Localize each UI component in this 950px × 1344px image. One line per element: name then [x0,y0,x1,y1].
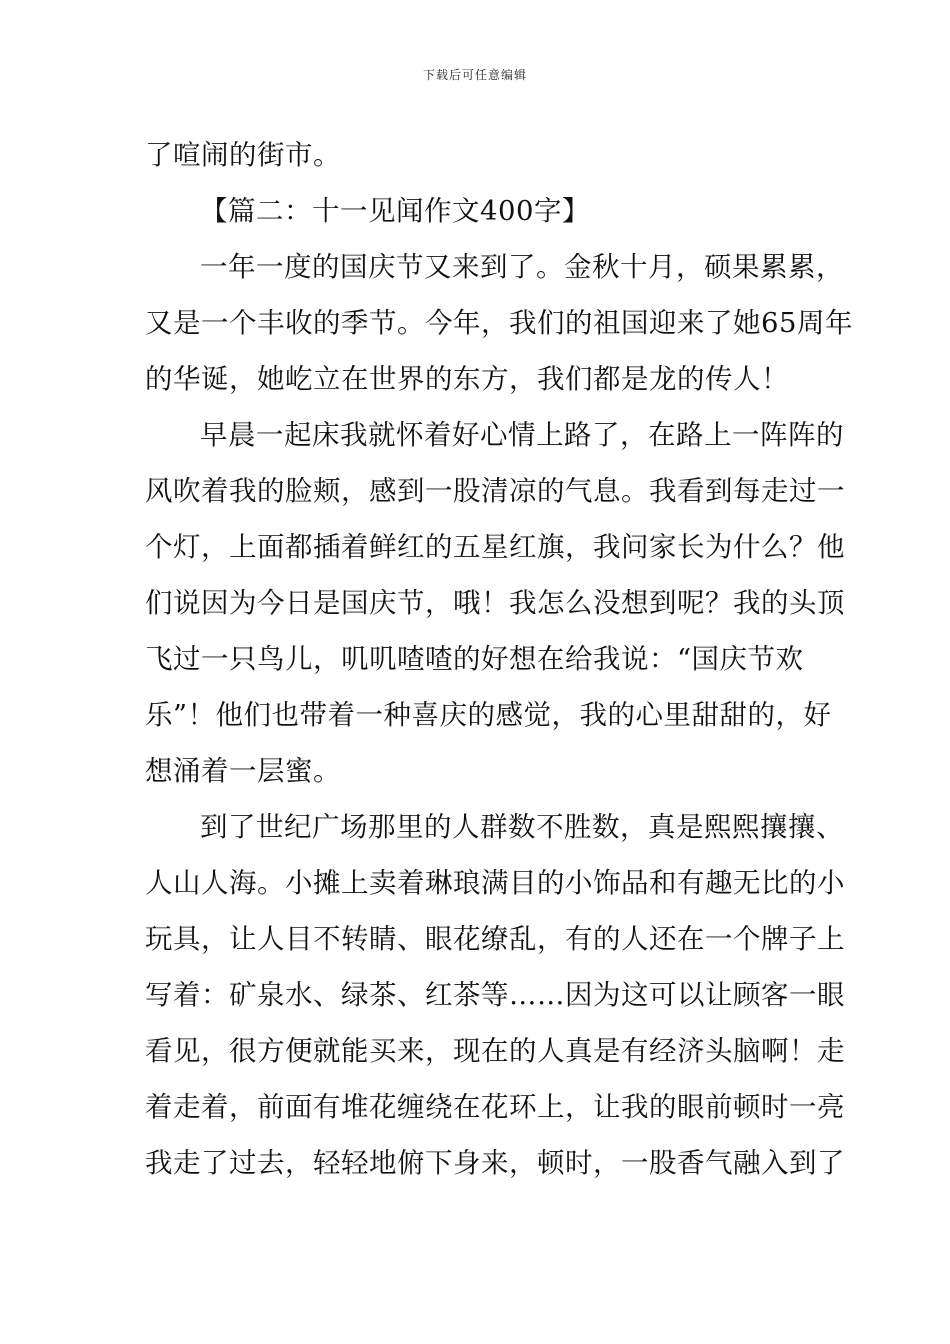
text-line: 人山人海。小摊上卖着琳琅满目的小饰品和有趣无比的小 [145,867,845,899]
text-line: 了喧闹的街市。 [145,139,341,171]
essay-body [145,127,853,1191]
text-line: 乐”！他们也带着一种喜庆的感觉，我的心里甜甜的，好 [145,699,832,731]
page-header: 下载后可任意编辑 [422,68,527,82]
text-line: 我走了过去，轻轻地俯下身来，顿时，一股香气融入到了 [145,1147,845,1179]
text-line: 的华诞，她屹立在世界的东方，我们都是龙的传人！ [145,363,789,395]
text-line: 风吹着我的脸颊，感到一股清凉的气息。我看到每走过一 [145,475,845,507]
text-line: 想涌着一层蜜。 [145,755,341,787]
text-line: 写着：矿泉水、绿茶、红茶等……因为这可以让顾客一眼 [145,979,845,1011]
text-line: 又是一个丰收的季节。今年，我们的祖国迎来了她65周年 [145,307,853,339]
text-line: 一年一度的国庆节又来到了。金秋十月，硕果累累， [200,251,844,283]
section-heading: 【篇二：十一见闻作文400字】 [200,195,590,227]
text-line: 看见，很方便就能买来，现在的人真是有经济头脑啊！走 [145,1035,845,1067]
text-line: 飞过一只鸟儿，叽叽喳喳的好想在给我说：“国庆节欢 [145,643,804,675]
text-line: 着走着，前面有堆花缠绕在花环上，让我的眼前顿时一亮 [145,1091,845,1123]
text-line: 个灯，上面都插着鲜红的五星红旗，我问家长为什么？他 [145,531,845,563]
text-line: 早晨一起床我就怀着好心情上路了，在路上一阵阵的 [200,419,844,451]
text-line: 们说因为今日是国庆节，哦！我怎么没想到呢？我的头顶 [145,587,845,619]
text-line: 玩具，让人目不转睛、眼花缭乱，有的人还在一个牌子上 [145,923,845,955]
text-line: 到了世纪广场那里的人群数不胜数，真是熙熙攘攘、 [200,811,844,843]
